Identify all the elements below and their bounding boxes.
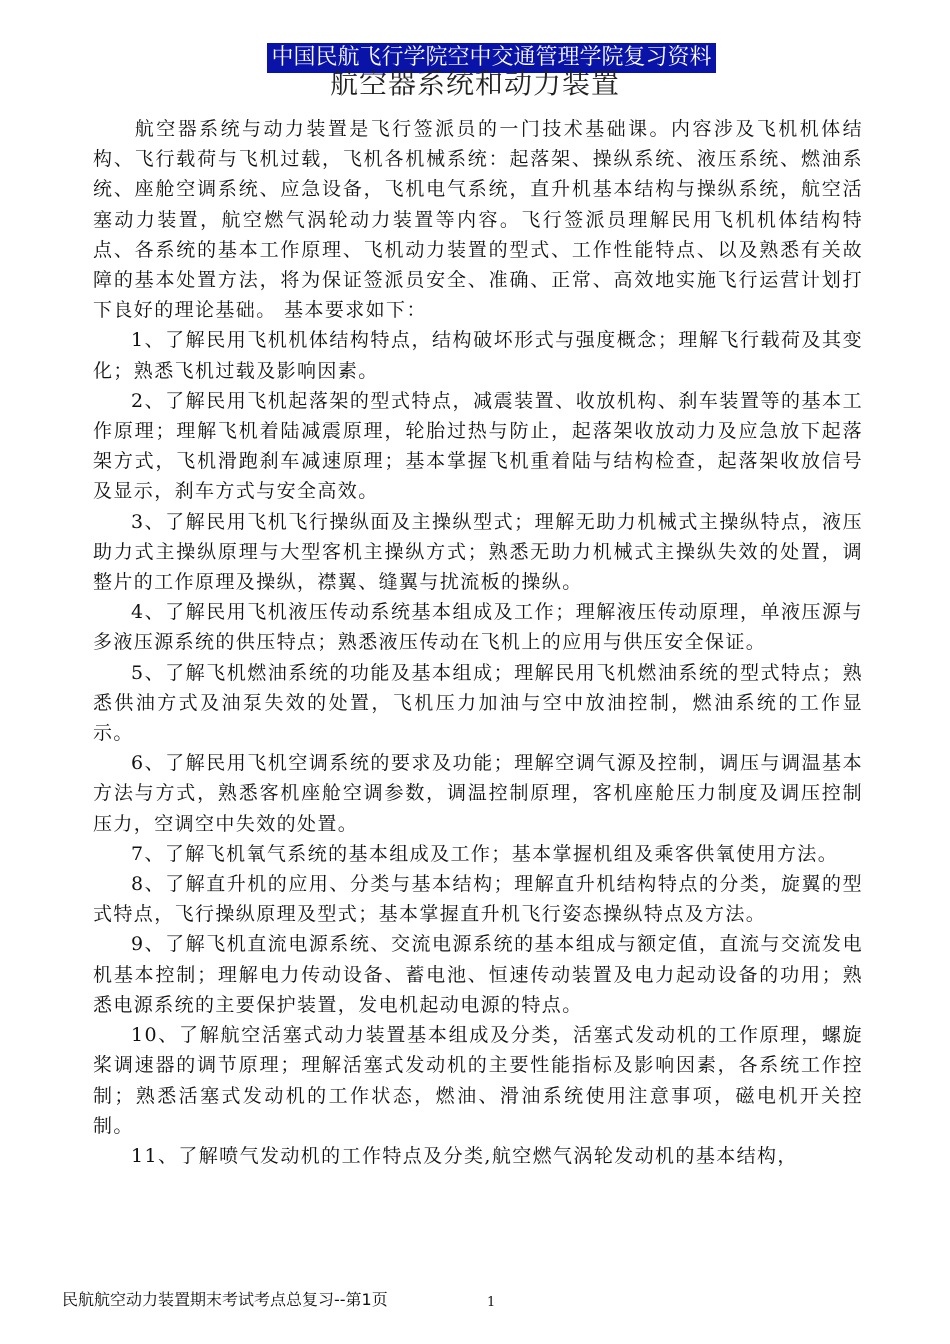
requirement-item-9: 9、了解飞机直流电源系统、交流电源系统的基本组成与额定值，直流与交流发电机基本控制；理解电力传动设备、蓄电池、恒速传动装置及电力起动设备的功用；熟悉电源系统的主要保护装置，发电机起动电源的特点。 (93, 933, 863, 1016)
source-banner: 中国民航飞行学院空中交通管理学院复习资料 (267, 43, 716, 73)
page-title: 航空器系统和动力装置 (329, 67, 620, 100)
requirement-item-8: 8、了解直升机的应用、分类与基本结构；理解直升机结构特点的分类，旋翼的型式特点，飞行操纵原理及型式；基本掌握直升机飞行姿态操纵特点及方法。 (93, 873, 863, 926)
requirement-item-2: 2、了解民用飞机起落架的型式特点，减震装置、收放机构、刹车装置等的基本工作原理；理解飞机着陆减震原理，轮胎过热与防止，起落架收放动力及应急放下起落架方式，飞机滑跑刹车减速原理；基本掌握飞机重着陆与结构检查，起落架收放信号及显示，刹车方式与安全高效。 (93, 389, 863, 503)
requirement-item-10: 10、了解航空活塞式动力装置基本组成及分类，活塞式发动机的工作原理，螺旋桨调速器的调节原理；理解活塞式发动机的主要性能指标及影响因素，各系统工作控制；熟悉活塞式发动机的工作状态，燃油、滑油系统使用注意事项，磁电机开关控制。 (93, 1024, 863, 1137)
requirement-item-7: 7、了解飞机氧气系统的基本组成及工作；基本掌握机组及乘客供氧使用方法。 (131, 842, 839, 865)
requirement-item-11: 11、了解喷气发动机的工作特点及分类,航空燃气涡轮发动机的基本结构， (131, 1144, 798, 1167)
intro-paragraph: 航空器系统与动力装置是飞行签派员的一门技术基础课。内容涉及飞机机体结构、飞行载荷与飞机过载，飞机各机械系统：起落架、操纵系统、液压系统、燃油系统、座舱空调系统、应急设备，飞机电气系统，直升机基本结构与操纵系统，航空活塞动力装置，航空燃气涡轮动力装置等内容。飞行签派员理解民用飞机机体结构特点、各系统的基本工作原理、飞机动力装置的型式、工作性能特点、以及熟悉有关故障的基本处置方法，将为保证签派员安全、准确、正常、高效地实施飞行运营计划打下良好的理论基础。 基本要求如下： (93, 118, 863, 322)
page-number: 1 (487, 1295, 496, 1310)
requirement-item-5: 5、了解飞机燃油系统的功能及基本组成；理解民用飞机燃油系统的型式特点；熟悉供油方式及油泵失效的处置，飞机压力加油与空中放油控制，燃油系统的工作显示。 (93, 661, 863, 745)
document-body (93, 114, 863, 1171)
requirement-item-6: 6、了解民用飞机空调系统的要求及功能；理解空调气源及控制，调压与调温基本方法与方式，熟悉客机座舱空调参数，调温控制原理，客机座舱压力制度及调压控制压力，空调空中失效的处置。 (93, 752, 863, 835)
requirement-item-1: 1、了解民用飞机机体结构特点，结构破坏形式与强度概念；理解飞行载荷及其变化；熟悉飞机过载及影响因素。 (93, 329, 863, 382)
requirement-item-3: 3、了解民用飞机飞行操纵面及主操纵型式；理解无助力机械式主操纵特点，液压助力式主操纵原理与大型客机主操纵方式；熟悉无助力机械式主操纵失效的处置，调整片的工作原理及操纵，襟翼、缝翼与扰流板的操纵。 (93, 510, 863, 594)
requirement-item-4: 4、了解民用飞机液压传动系统基本组成及工作；理解液压传动原理，单液压源与多液压源系统的供压特点；熟悉液压传动在飞机上的应用与供压安全保证。 (93, 601, 863, 654)
footer-caption: 民航航空动力装置期末考试考点总复习--第1页 (62, 1290, 388, 1309)
